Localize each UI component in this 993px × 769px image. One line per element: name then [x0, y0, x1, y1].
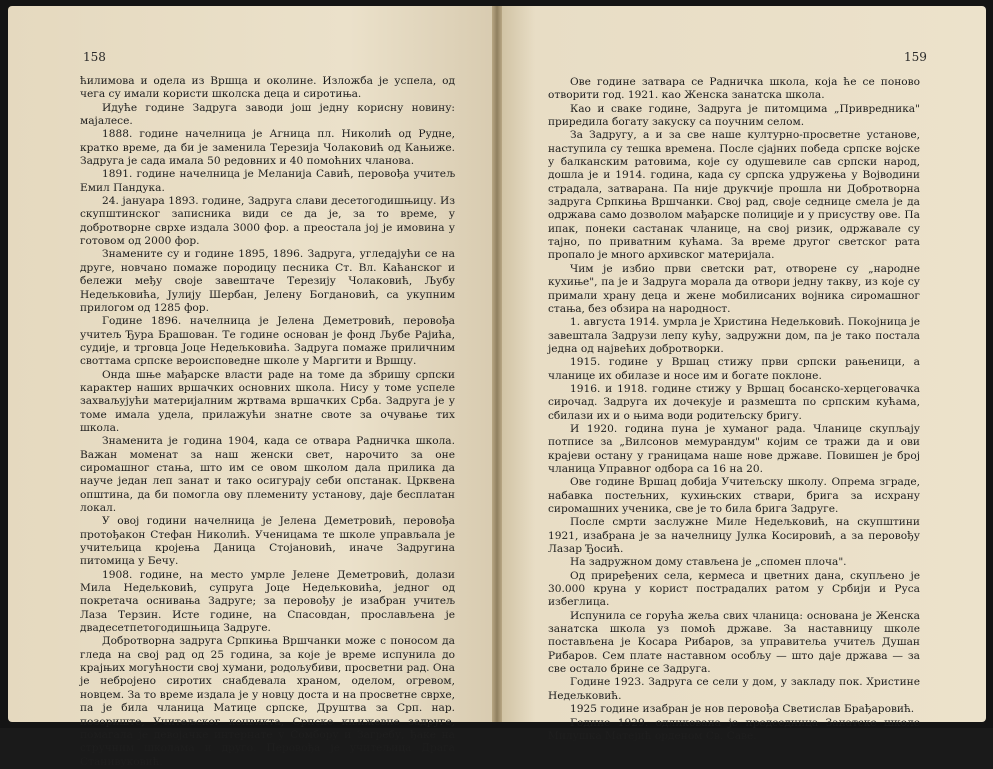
paragraph: Знаменита је година 1904, када се отвара Радничка школа. Важан моменат за наш женски свет, нарочито за оне сиромашног стања, што им се овом школом дала прилика да науче један леп занат и тако осигурају себи опстанак. Црквена општина, да би помогла ову племениту установу, даје бесплатан локал. — [80, 435, 455, 514]
paragraph: Испунила се горућа жеља свих чланица: основана је Женска занатска школа уз помоћ државе. За наставницу школе постављена је Косара Рибаров, за управитеља учитељ Душан Рибаров. Сем плате наставном особљу — што даје држава — за све остало брине се Задруга. — [548, 609, 920, 676]
paragraph: Онда шње мађарске власти раде на томе да збришу српски карактер наших вршачких основних школа. Нису у томе успеле захваљујући материјалним жртвама вршачких Срба. Задруга је у томе имала удела, прилажући знатне своте за очување тих школа. — [80, 368, 455, 434]
right-page-text — [548, 76, 920, 743]
paragraph: Ове године затвара се Радничка школа, која ће се поново отворити год. 1921. као Женска занатска школа. — [548, 76, 920, 102]
paragraph: 24. јануара 1893. године, Задруга слави десетогодишњицу. Из скупштинског записника види се да је, за то време, у добротворне сврхе издала 3000 фор. а преостала јој је имовина у готовом од 2000 фор. — [80, 195, 455, 248]
paragraph: За Задругу, а и за све наше културно-просветне установе, наступила су тешка времена. После сјајних победа српске војске у балканским ратовима, које су одушевиле сав српски народ, дошла је и 1914. година, када су српска удружења у Војводини страдала, затварана. Па није друкчије прошла ни Добротворна задруга Српкиња Вршчанки. Свој рад, своје седнице смела је да одржава само дозволом мађарске полиције и у присуству ове. Па ипак, понеки састанак чланице, на свој ризик, одржавале су тајно, по приватним кућама. За време другог светског рата пропало је много архивског материјала. — [548, 129, 920, 262]
paragraph: Добротворна задруга Српкиња Вршчанки може с поносом да гледа на свој рад од 25 година, за које је време испунила до крајњих могућности свој хумани, родољубиви, просветни рад. Она је небројено сиротих снабдевала храном, оделом, огревом, новцем. За то време издала је у новцу доста и на просветне сврхе, па је била чланица Матице српске, Друштва за Срп. нар. позориште, Учитељског конвикта, Српске књижевне задруге, помагала је девојачке интернате у Сомбору и Загребу, ђаке на стручним школама и друго. Перовођа је учитељица Драга Станивуковић. — [80, 635, 455, 768]
paragraph: 1891. године начелница је Меланија Савић, перовођа учитељ Емил Пандука. — [80, 168, 455, 194]
left-page-text — [80, 75, 455, 769]
paragraph: Од приређених села, кермеса и цветних дана, скупљено је 30.000 круна у корист пострадалих ратом у Србији и Руса избеглица. — [548, 569, 920, 609]
book-gutter — [492, 6, 502, 722]
paragraph: У овој години начелница је Јелена Деметровић, перовођа протођакон Стефан Николић. Ученицама те школе управљала је учитељица кројења Даница Стојановић, иначе Задругина питомица у Бечу. — [80, 515, 455, 568]
paragraph: 1. августа 1914. умрла је Христина Недељковић. Покојница је завештала Задрузи лепу кућу, задружни дом, па је тако постала једна од највећих добротворки. — [548, 316, 920, 355]
paragraph: Ове године Вршац добија Учитељску школу. Опрема зграде, набавка постељних, кухињских ствари, брига за исхрану сиромашних ученика, све је то била брига Задруге. — [548, 476, 920, 515]
paragraph: Знамените су и године 1895, 1896. Задруга, угледајући се на друге, новчано помаже породицу песника Ст. Вл. Каћанског и бележи међу своје завештаче Терезију Чолаковић, Љубу Недељковића, Јулију Шербан, Јелену Богдановић, са укупним прилогом од 1285 фор. — [80, 248, 455, 314]
paragraph: ћилимова и одела из Вршца и околине. Изложба је успела, од чега су имали користи школска деца и сиротиња. — [80, 75, 455, 101]
paragraph: Као и сваке године, Задруга је питомцима „Привредника" приредила богату закуску са поучним селом. — [548, 102, 920, 129]
left-page — [8, 6, 496, 768]
page-number-right: 159 — [904, 50, 927, 64]
paragraph: Године 1923. Задруга се сели у дом, у закладу пок. Христине Недељковић. — [548, 676, 920, 702]
paragraph: На задружном дому стављена је „спомен плоча". — [570, 556, 847, 569]
paragraph: 1916. и 1918. године стижу у Вршац босанско-херцеговачка сирочад. Задруга их дочекује и размешта по српским кућама, сбилази их и о њима води родитељску бригу. — [548, 382, 920, 422]
paragraph: Године 1929. одликована је председница Занатске школе Милушка Матејић орденом Св. Саве. — [548, 716, 920, 742]
paragraph: 1908. године, на место умрле Јелене Деметровић, долази Мила Недељковић, супруга Јоце Недељковића, једног од покретача оснивања Задруге; за перовођу је изабран учитељ Лаза Терзин. Исте године, на Спасовдан, прослављена је двадесетпетогодишњица Задруге. — [80, 568, 455, 635]
page-number-left: 158 — [83, 50, 106, 64]
paragraph: Чим је избио први светски рат, отворене су „народне кухиње", па је и Задруга морала да отвори једну такву, из које су примали храну деца и жене мобилисаних војника сиромашног стања, без обзира на народност. — [548, 262, 920, 315]
paragraph: После смрти заслужне Миле Недељковић, на скупштини 1921, изабрана је за начелницу Јулка Косировић, а за перовођу Лазар Ђосић. — [548, 516, 920, 556]
paragraph: 1888. године начелница је Агница пл. Николић од Рудне, кратко време, да би је заменила Терезија Чолаковић од Кањиже. Задруга је сада имала 50 редовних и 40 помоћних чланова. — [80, 128, 455, 168]
paragraph: Године 1896. начелница је Јелена Деметровић, перовођа учитељ Ђура Брашован. Те године основан је фонд Љубе Рајића, судије, и трговца Јоце Недељковића. Задруга помаже приличним своттама српске вероисповедне школе у Маргити и Вршцу. — [80, 315, 455, 368]
paragraph: Идуће године Задруга заводи још једну корисну новину: мајалесе. — [80, 101, 455, 128]
paragraph: 1925 године изабран је нов перовођа Светислав Брађаровић. — [570, 703, 915, 716]
paragraph: И 1920. година пуна је хуманог рада. Чланице скупљају потписе за „Вилсонов мемурандум" којим се тражи да и ови крајеви остану у границама наше нове државе. Повишен је број чланица Управног одбора са 16 на 20. — [548, 422, 920, 475]
right-page — [496, 6, 986, 742]
paragraph: 1915. године у Вршац стижу први српски рањеници, а чланице их обилазе и носе им и богате поклоне. — [548, 356, 920, 382]
